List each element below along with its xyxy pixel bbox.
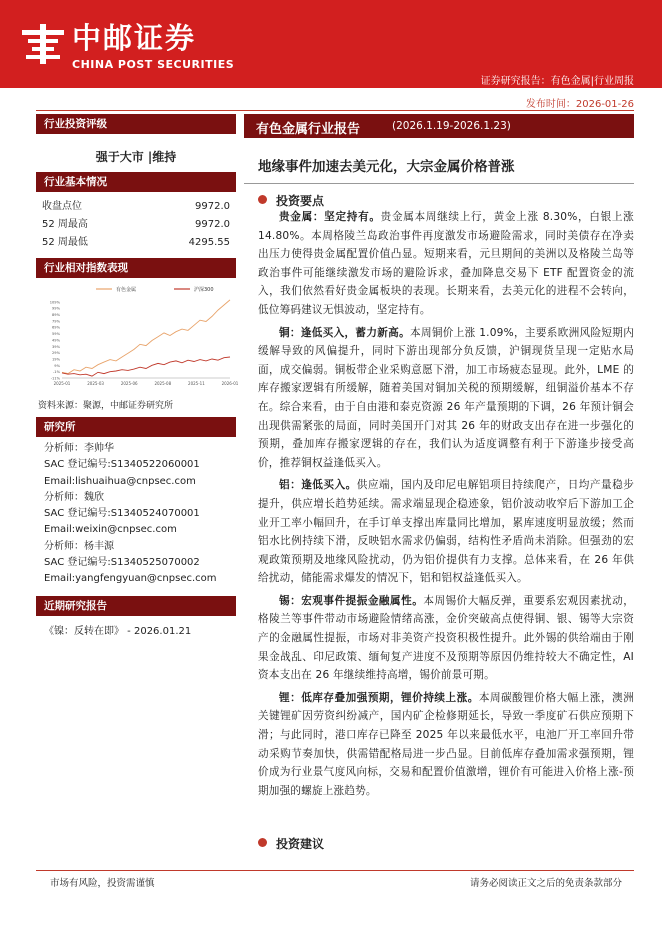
- basic-label: 收盘点位: [42, 201, 82, 212]
- report-body: [258, 208, 634, 804]
- paragraph: [258, 476, 634, 588]
- basic-info-heading: 行业基本情况: [36, 172, 236, 192]
- x-tick-label: 2025-08: [154, 381, 172, 386]
- y-tick-label: 109%: [49, 300, 60, 305]
- y-tick-label: 39%: [52, 344, 60, 349]
- analyst-line: 分析师：李帅华: [44, 443, 114, 454]
- china-post-logo-icon: [22, 24, 64, 64]
- x-tick-label: 2025-03: [87, 381, 104, 386]
- paragraph-text: 本周碳酸锂价格大幅上涨，澳洲关键锂矿因劳资纠纷减产，国内矿企检修期延长，导致一季度矿石供应预期下滑；与此同时，港口库存已降至 2025 年以来最低水平，电池厂开工率回升带动采购节奏加快，供需错配格局进一步凸显。目前低库存叠加需求强预期，锂价成为行业景气度风向标，交易和配置价值激增，锂价有可能进入价格上涨-预期加强的螺旋上涨趋势。: [258, 691, 634, 797]
- basic-row: [36, 198, 236, 216]
- paragraph: [258, 324, 634, 473]
- rating-heading: 行业投资评级: [36, 114, 236, 134]
- legend-label: 有色金属: [116, 287, 137, 293]
- y-tick-label: -1%: [53, 370, 60, 375]
- y-tick-label: 89%: [52, 313, 60, 318]
- analyst-line: SAC 登记编号:S1340524070001: [44, 508, 200, 520]
- analyst-line[interactable]: Email:lishuaihua@cnpsec.com: [44, 475, 196, 487]
- paragraph-lead: 锡：宏观事件提振金融属性。: [279, 594, 424, 607]
- series-line-csi300: [62, 357, 230, 376]
- headline-divider: [244, 183, 634, 184]
- y-tick-label: 69%: [52, 325, 60, 330]
- section-investment-highlights: [258, 192, 324, 209]
- paragraph-text: 本周锡价大幅反弹，重要系宏观因素扰动，格陵兰等事件带动市场避险情绪高涨，金价突破高点使得铜、银、锡等大宗资产的金融属性提振，市场对非美资产投资积极性提升。此外锡的供给端由于刚果金战乱、印尼政策、缅甸复产进度不及预期等原因仍维持较大不确定性，AI 资本支出在 26 年继续维持高增，锡价前景可期。: [258, 594, 634, 682]
- y-tick-label: 99%: [52, 306, 60, 311]
- index-performance-heading: 行业相对指数表现: [36, 258, 236, 278]
- paragraph-lead: 锂：低库存叠加强预期，锂价持续上涨。: [279, 691, 479, 704]
- basic-value: 4295.55: [188, 237, 230, 248]
- analyst-line: 分析师：杨丰源: [44, 540, 114, 552]
- basic-row: [36, 234, 236, 252]
- paragraph-lead: 铝：逢低买入。: [279, 479, 357, 492]
- report-headline: 地缘事件加速去美元化，大宗金属价格普涨: [258, 159, 515, 175]
- paragraph-text: 供应端，国内及印尼电解铝项目持续爬产，日均产量稳步提升，供应增长趋势延续。需求端显现企稳迹象，铝价波动收窄后下游加工企业开工率小幅回升，在手订单支撑出库量同比增加，累库速度明显放缓；然而铝水比例持续下滑，反映铝水需求仍偏弱，结构性矛盾尚未消除。但强劲的宏观政策预期及地缘风险扰动，仍为铝价提供有力支撑。总体来看，在 26 年供给扰动，储能需求爆发的情况下，铝和铝权益逢低买入。: [258, 479, 635, 585]
- paragraph: [258, 592, 634, 685]
- risk-warning: 市场有风险，投资需谨慎: [50, 878, 155, 889]
- bullet-dot-icon: [258, 195, 267, 204]
- basic-row: [36, 216, 236, 234]
- x-tick-label: 2025-06: [120, 381, 138, 386]
- paragraph-lead: 贵金属：坚定持有。: [279, 211, 381, 223]
- y-tick-label: -11%: [50, 376, 60, 381]
- section-investment-advice: [258, 835, 324, 852]
- relative-index-chart-svg: [36, 278, 239, 394]
- publish-date: 发布时间：2026-01-26: [525, 99, 634, 110]
- y-tick-label: 79%: [52, 319, 60, 324]
- y-tick-label: 19%: [52, 357, 60, 362]
- research-heading: 研究所: [36, 417, 236, 437]
- report-date-range: (2026.1.19-2026.1.23): [392, 120, 511, 132]
- paragraph-text: 贵金属本周继续上行，黄金上涨 8.30%，白银上涨 14.80%。本周格陵兰岛政治事件再度激发市场避险需求，同时美债存在净卖出压力使得贵金属配置价值凸显。短期来看，元旦期间的美洲以及格陵兰岛等政治事件可能继续激发市场的避险诉求，叠加降息交易下 ETF 配置资金的流入，我们依然看好贵金属板块的表现。长期来看，去美元化的进程不会转向，低位筹码建议无惧波动，坚定持有。: [258, 211, 634, 316]
- section-title: 投资建议: [276, 837, 325, 851]
- recent-report-link[interactable]: 《镍：反转在即》 - 2026.01.21: [44, 625, 192, 637]
- y-tick-label: 59%: [52, 332, 60, 337]
- bottom-divider: [36, 870, 634, 871]
- basic-value: 9972.0: [195, 201, 230, 212]
- x-tick-label: 2026-01: [221, 381, 239, 386]
- analyst-line[interactable]: Email:yangfengyuan@cnpsec.com: [44, 573, 217, 585]
- logo-english: CHINA POST SECURITIES: [72, 58, 235, 71]
- report-type: 证券研究报告：有色金属|行业周报: [480, 76, 634, 87]
- paragraph-lead: 铜：逢低买入，蓄力新高。: [279, 326, 411, 339]
- legend-label: 沪深300: [194, 287, 214, 293]
- series-line-nonferrous: [62, 300, 230, 374]
- paragraph-text: 本周铜价上涨 1.09%，主要系欧洲风险短期内缓解导致的风偏提升，同时下游出现部分负反馈，沪铜现货呈现一定贴水局面，成交偏弱。铜板带企业采购意愿下滑，加工市场疲态显现。此外，LME 的库存搬家逻辑有所缓解，随着美国对铜加关税的预期缓解，纽铜溢价基本不存在。综合来看，由于自由港和泰克资源 26 年产量预期的下调，26 年预计铜会出现供需紧张的局面，同时美国开门对其 26 年的财政支出存在进一步强化的预期，叠加库存搬家逻辑的存在，我们认为适度调整有利于下游逢步接受高价，推荐铜权益逢低买入。: [258, 326, 634, 469]
- disclaimer-note: 请务必阅读正文之后的免责条款部分: [469, 878, 622, 889]
- y-tick-label: 49%: [52, 338, 60, 343]
- analyst-line[interactable]: Email:weixin@cnpsec.com: [44, 524, 177, 536]
- basic-value: 9972.0: [195, 219, 230, 230]
- section-title: 投资要点: [276, 194, 325, 208]
- bullet-dot-icon: [258, 838, 267, 847]
- recent-reports-heading: 近期研究报告: [36, 596, 236, 616]
- report-title: 有色金属行业报告: [256, 122, 361, 137]
- analyst-line: SAC 登记编号:S1340525070002: [44, 557, 200, 569]
- analyst-line: 分析师：魏欣: [44, 491, 104, 503]
- paragraph: [258, 208, 634, 320]
- basic-label: 52 周最低: [42, 237, 88, 248]
- y-tick-label: 29%: [52, 351, 60, 356]
- chart-source: 资料来源：聚源，中邮证券研究所: [38, 401, 174, 411]
- top-divider: [36, 110, 634, 111]
- logo-chinese: 中邮证券: [72, 21, 197, 55]
- analyst-line: SAC 登记编号:S1340522060001: [44, 459, 200, 471]
- left-sidebar: [36, 114, 239, 637]
- industry-rating: 强于大市 |维持: [95, 150, 177, 164]
- paragraph: [258, 689, 634, 801]
- x-tick-label: 2025-11: [188, 381, 205, 386]
- y-tick-label: 9%: [54, 363, 60, 368]
- basic-label: 52 周最高: [42, 219, 88, 230]
- relative-index-chart: [36, 278, 239, 394]
- x-tick-label: 2025-01: [53, 381, 71, 386]
